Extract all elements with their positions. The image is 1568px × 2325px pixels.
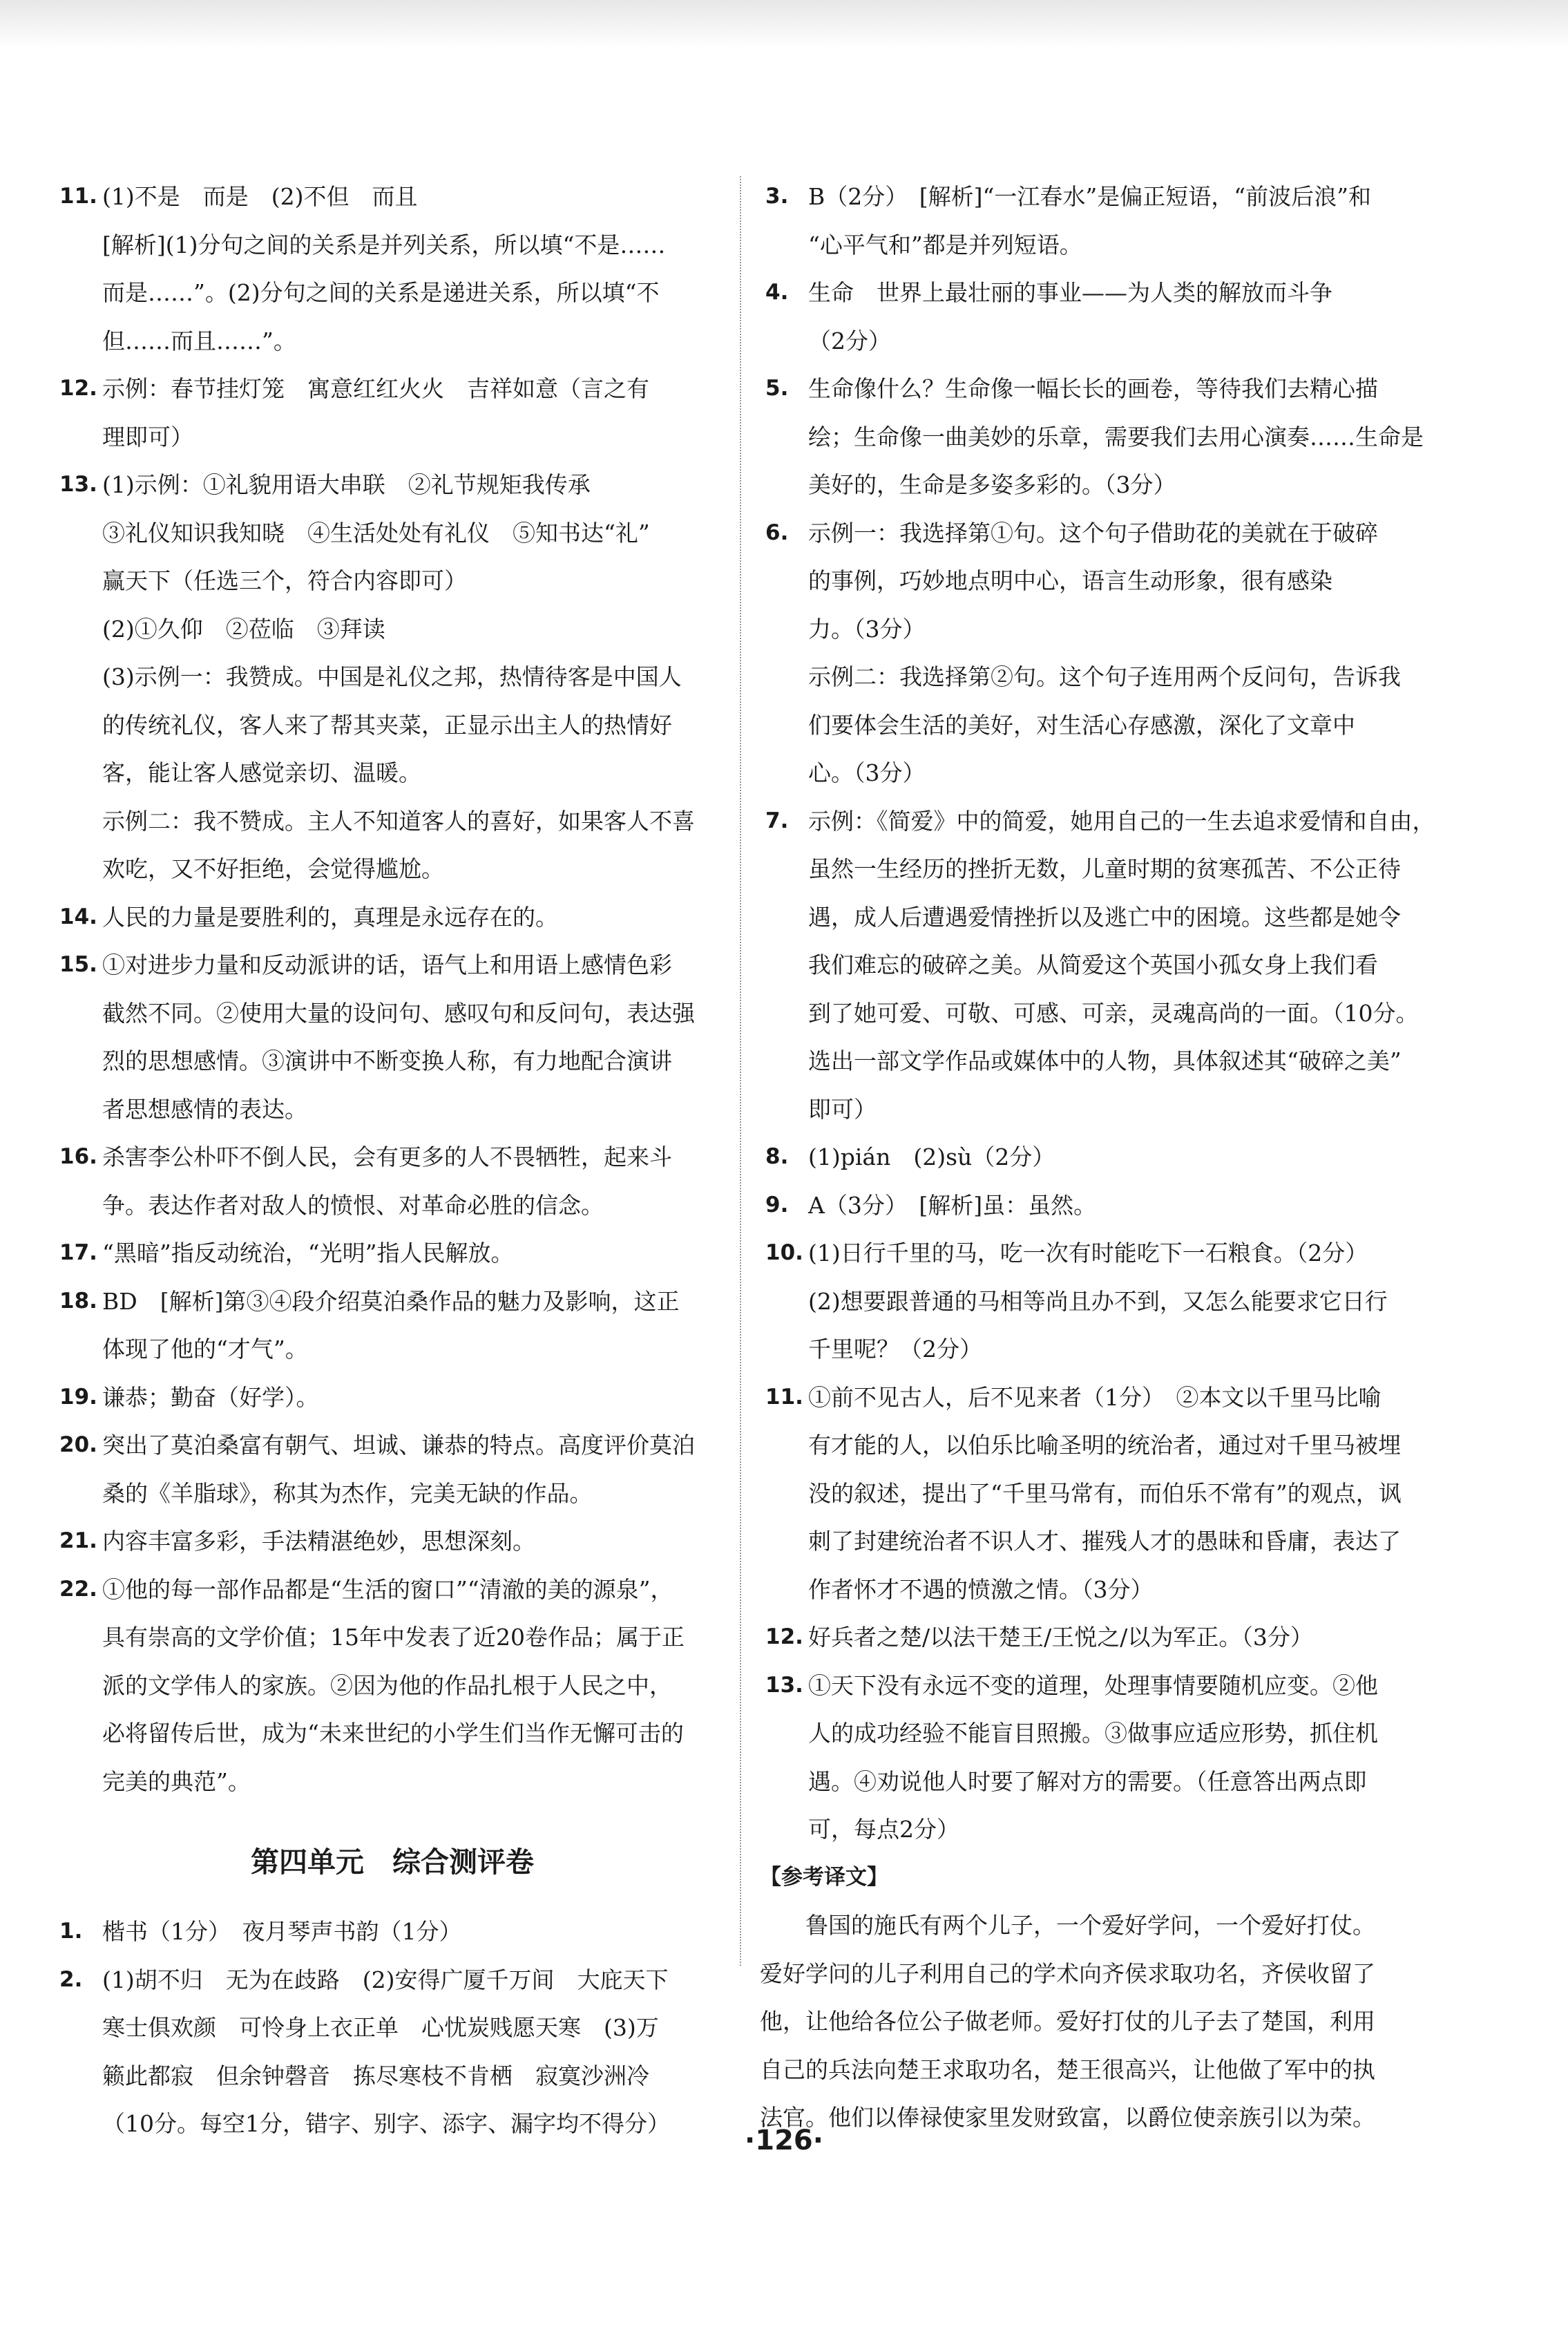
answer-number: 15.	[59, 952, 97, 977]
answer-line: 刺了封建统治者不识人才、摧残人才的愚昧和昏庸，表达了	[808, 1528, 1401, 1555]
answer-item	[760, 1662, 1437, 1854]
answer-item	[54, 893, 731, 942]
answer-number: 22.	[59, 1576, 97, 1602]
translation-line: 自己的兵法向楚王求取功名，楚王很高兴，让他做了军中的执	[760, 2056, 1375, 2083]
answer-line: 必将留传后世，成为“未来世纪的小学生们当作无懈可击的	[102, 1720, 684, 1747]
answer-line: BD [解析]第③④段介绍莫泊桑作品的魅力及影响，这正	[102, 1287, 680, 1315]
answer-line: 内容丰富多彩，手法精湛绝妙，思想深刻。	[102, 1528, 535, 1555]
reference-translation-text	[760, 1901, 1437, 2142]
answer-item	[54, 1133, 731, 1229]
answer-number: 14.	[59, 904, 97, 929]
answer-number: 2.	[59, 1966, 83, 1992]
answer-line: 遇，成人后遭遇爱情挫折以及逃亡中的困境。这些都是她令	[808, 903, 1401, 931]
answer-line: 体现了他的“才气”。	[102, 1336, 308, 1363]
answer-number: 18.	[59, 1288, 97, 1313]
answer-line: 选出一部文学作品或媒体中的人物，具体叙述其“破碎之美”	[808, 1047, 1402, 1074]
answer-line: 者思想感情的表达。	[102, 1095, 307, 1123]
answer-item	[54, 461, 731, 893]
answer-line: (3)示例一：我赞成。中国是礼仪之邦，热情待客是中国人	[102, 663, 682, 690]
answer-line: 力。（3分）	[808, 615, 926, 643]
answer-line: 们要体会生活的美好，对生活心存感激，深化了文章中	[808, 711, 1355, 739]
answer-item	[54, 1229, 731, 1278]
answer-number: 6.	[765, 520, 789, 545]
answer-line: 示例：《简爱》中的简爱，她用自己的一生去追求爱情和自由，	[808, 807, 1435, 835]
answer-line: 派的文学伟人的家族。②因为他的作品扎根于人民之中，	[102, 1671, 672, 1699]
answer-line: 生命 世界上最壮丽的事业——为人类的解放而斗争	[808, 279, 1332, 306]
answer-line: 到了她可爱、可敬、可感、可亲，灵魂高尚的一面。（10分。	[808, 999, 1419, 1027]
answer-line: 具有崇高的文学价值；15年中发表了近20卷作品；属于正	[102, 1624, 685, 1651]
answer-item	[760, 1613, 1437, 1662]
answer-number: 12.	[765, 1624, 803, 1649]
answer-line: 即可）	[808, 1095, 877, 1123]
answer-line: 虽然一生经历的挫折无数，儿童时期的贫寒孤苦、不公正待	[808, 855, 1401, 882]
answer-line: (1)不是 而是 (2)不但 而且	[102, 183, 418, 210]
answer-line: 欢吃，又不好拒绝，会觉得尴尬。	[102, 855, 444, 882]
answer-item	[760, 509, 1437, 797]
answer-line: 心。（3分）	[808, 759, 926, 786]
answer-item	[54, 1278, 731, 1374]
answer-item	[54, 1566, 731, 1806]
answer-number: 20.	[59, 1432, 97, 1457]
translation-line: 鲁国的施氏有两个儿子，一个爱好学问，一个爱好打仗。	[805, 1912, 1375, 1939]
answer-line: 示例一：我选择第①句。这个句子借助花的美就在于破碎	[808, 519, 1378, 547]
answer-line: (2)想要跟普通的马相等尚且办不到，又怎么能要求它日行	[808, 1287, 1388, 1315]
answer-line: （2分）	[808, 327, 891, 354]
answer-item	[760, 365, 1437, 509]
right-answer-list	[760, 173, 1437, 1854]
answer-line: 示例二：我选择第②句。这个句子连用两个反问句，告诉我	[808, 663, 1401, 690]
column-divider	[740, 176, 741, 1966]
answer-line: 的事例，巧妙地点明中心，语言生动形象，很有感染	[808, 567, 1332, 594]
reference-translation-heading: 【参考译文】	[760, 1864, 888, 1890]
answer-line: 但……而且……”。	[102, 327, 296, 354]
answer-line: 截然不同。②使用大量的设问句、感叹句和反问句，表达强	[102, 999, 695, 1027]
answer-line: 突出了莫泊桑富有朝气、坦诚、谦恭的特点。高度评价莫泊	[102, 1432, 695, 1459]
answer-line: ①对进步力量和反动派讲的话，语气上和用语上感情色彩	[102, 951, 672, 978]
answer-line: 完美的典范”。	[102, 1767, 251, 1795]
answer-line: 绘；生命像一曲美妙的乐章，需要我们去用心演奏……生命是	[808, 423, 1424, 450]
answer-line: 杀害李公朴吓不倒人民，会有更多的人不畏牺牲，起来斗	[102, 1143, 672, 1170]
answer-line: 生命像什么？生命像一幅长长的画卷，等待我们去精心描	[808, 375, 1378, 402]
answer-line: 遇。④劝说他人时要了解对方的需要。（任意答出两点即	[808, 1767, 1367, 1795]
answer-item	[54, 1956, 731, 2148]
answer-line: 谦恭；勤奋（好学）。	[102, 1383, 319, 1411]
translation-line: 爱好学问的儿子利用自己的学术向齐侯求取功名，齐侯收留了	[760, 1959, 1375, 1987]
answer-number: 5.	[765, 376, 789, 401]
answer-line: 示例：春节挂灯笼 寓意红红火火 吉祥如意（言之有	[102, 375, 649, 402]
page-number: ·126·	[745, 2125, 823, 2156]
left-answer-list	[54, 173, 731, 1805]
answer-line: A（3分） [解析]虽：虽然。	[808, 1191, 1097, 1219]
answer-item	[760, 269, 1437, 365]
answer-item	[54, 941, 731, 1133]
answer-number: 21.	[59, 1528, 97, 1553]
answer-line: 客，能让客人感觉亲切、温暖。	[102, 759, 421, 786]
translation-line: 他，让他给各位公子做老师。爱好打仗的儿子去了楚国，利用	[760, 2008, 1375, 2035]
answer-line: (2)①久仰 ②莅临 ③拜读	[102, 615, 385, 643]
answer-item	[54, 173, 731, 365]
answer-item	[54, 365, 731, 461]
answer-line: 寒士俱欢颜 可怜身上衣正单 心忧炭贱愿天寒 (3)万	[102, 2014, 659, 2041]
answer-line: 有才能的人，以伯乐比喻圣明的统治者，通过对千里马被埋	[808, 1432, 1401, 1459]
section-title: 第四单元 综合测评卷	[251, 1845, 534, 1879]
answer-item	[54, 1374, 731, 1422]
answer-line: 我们难忘的破碎之美。从简爱这个英国小孤女身上我们看	[808, 951, 1378, 978]
answer-line: 美好的，生命是多姿多彩的。（3分）	[808, 471, 1176, 498]
answer-line: (1)示例：①礼貌用语大串联 ②礼节规矩我传承	[102, 471, 591, 498]
answer-line: 千里呢？（2分）	[808, 1336, 982, 1363]
answer-line: 赢天下（任选三个，符合内容即可）	[102, 567, 467, 594]
answer-line: “黑暗”指反动统治，“光明”指人民解放。	[102, 1240, 514, 1266]
answer-number: 3.	[765, 184, 789, 209]
answer-line: 的传统礼仪，客人来了帮其夹菜，正显示出主人的热情好	[102, 711, 672, 739]
answer-number: 7.	[765, 808, 789, 833]
answer-line: 人民的力量是要胜利的，真理是永远存在的。	[102, 903, 558, 931]
answer-number: 9.	[765, 1192, 789, 1217]
answer-line: 籁此都寂 但余钟磬音 拣尽寒枝不肯栖 寂寞沙洲冷	[102, 2062, 649, 2089]
answer-number: 13.	[765, 1672, 803, 1698]
answer-item	[54, 1421, 731, 1517]
answer-item	[760, 1182, 1437, 1230]
answer-line: ①他的每一部作品都是“生活的窗口”“清澈的美的源泉”，	[102, 1575, 673, 1603]
answer-item	[760, 173, 1437, 269]
answer-line: ③礼仪知识我知晓 ④生活处处有礼仪 ⑤知书达“礼”	[102, 519, 650, 547]
answer-number: 11.	[765, 1384, 803, 1410]
answer-line: 而是……”。(2)分句之间的关系是递进关系，所以填“不	[102, 279, 660, 306]
answer-line: ①前不见古人，后不见来者（1分） ②本文以千里马比喻	[808, 1383, 1381, 1411]
answer-line: 桑的《羊脂球》，称其为杰作，完美无缺的作品。	[102, 1479, 593, 1507]
answer-line: (1)pián (2)sù（2分）	[808, 1143, 1055, 1170]
answer-item	[760, 1374, 1437, 1614]
answer-number: 8.	[765, 1144, 789, 1169]
answer-line: 好兵者之楚/以法干楚王/王悦之/以为军正。（3分）	[808, 1624, 1313, 1651]
answer-number: 11.	[59, 184, 97, 209]
translation-line: 法官。他们以俸禄使家里发财致富，以爵位使亲族引以为荣。	[760, 2104, 1375, 2131]
answer-line: 烈的思想感情。③演讲中不断变换人称，有力地配合演讲	[102, 1047, 672, 1074]
answer-item	[760, 1229, 1437, 1374]
answer-line: 理即可）	[102, 423, 193, 450]
answer-line: 楷书（1分） 夜月琴声书韵（1分）	[102, 1918, 462, 1945]
answer-line: 示例二：我不赞成。主人不知道客人的喜好，如果客人不喜	[102, 807, 695, 835]
answer-number: 12.	[59, 376, 97, 401]
answer-item	[54, 1908, 731, 1956]
answer-line: (1)日行千里的马，吃一次有时能吃下一石粮食。（2分）	[808, 1240, 1368, 1266]
answer-item	[760, 797, 1437, 1134]
answer-number: 4.	[765, 280, 789, 305]
answer-line: 作者怀才不遇的愤激之情。（3分）	[808, 1575, 1154, 1603]
answer-line: [解析](1)分句之间的关系是并列关系，所以填“不是……	[102, 231, 666, 258]
right-column	[760, 173, 1437, 2142]
answer-number: 19.	[59, 1384, 97, 1410]
answer-line: 可，每点2分）	[808, 1816, 959, 1843]
answer-number: 1.	[59, 1919, 83, 1944]
answer-line: B（2分） [解析]“一江春水”是偏正短语，“前波后浪”和	[808, 183, 1371, 210]
section-answer-list	[54, 1908, 731, 2148]
answer-line: (1)胡不归 无为在歧路 (2)安得广厦千万间 大庇天下	[102, 1966, 669, 1993]
answer-item	[760, 1133, 1437, 1182]
answer-line: ①天下没有永远不变的道理，处理事情要随机应变。②他	[808, 1671, 1378, 1699]
answer-number: 17.	[59, 1240, 97, 1265]
answer-line: 人的成功经验不能盲目照搬。③做事应适应形势，抓住机	[808, 1720, 1378, 1747]
answer-item	[54, 1517, 731, 1566]
answer-line: 没的叙述，提出了“千里马常有，而伯乐不常有”的观点，讽	[808, 1479, 1402, 1507]
answer-line: 争。表达作者对敌人的愤恨、对革命必胜的信念。	[102, 1191, 604, 1219]
scan-top-shadow	[0, 0, 1568, 48]
answer-number: 10.	[765, 1240, 803, 1265]
answer-number: 13.	[59, 472, 97, 497]
left-column	[54, 173, 731, 2148]
answer-line: “心平气和”都是并列短语。	[808, 231, 1082, 258]
answer-number: 16.	[59, 1144, 97, 1169]
answer-line: （10分。每空1分，错字、别字、添字、漏字均不得分）	[102, 2110, 670, 2137]
